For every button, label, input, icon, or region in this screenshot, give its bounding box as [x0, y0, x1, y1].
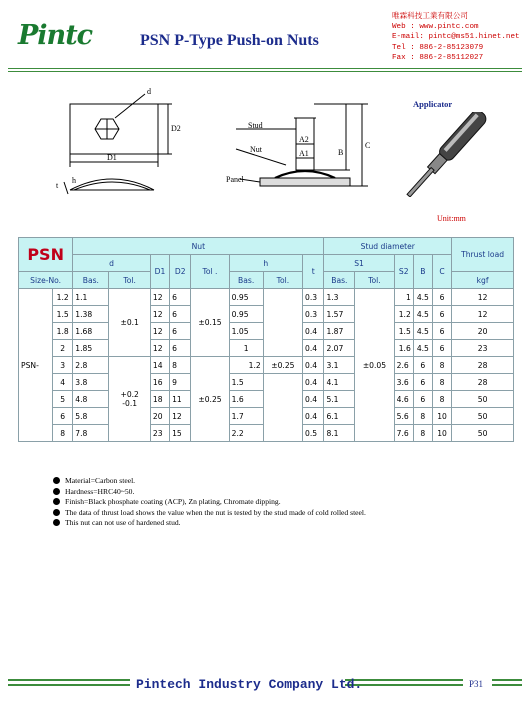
cell-b: 6	[413, 374, 432, 391]
cell-size: 1.8	[53, 323, 73, 340]
cell-h: 1.2	[229, 357, 263, 374]
cell-size: 2	[53, 340, 73, 357]
cell-d1: 12	[150, 289, 169, 306]
cell-kgf: 50	[452, 425, 514, 442]
cell-s1: 1.87	[324, 323, 355, 340]
d-tol-group-2	[109, 357, 150, 442]
cell-kgf: 50	[452, 391, 514, 408]
spec-table	[18, 237, 514, 442]
note-item	[53, 497, 366, 508]
cell-kgf: 20	[452, 323, 514, 340]
cell-size: 8	[53, 425, 73, 442]
cell-s1: 1.3	[324, 289, 355, 306]
bullet-icon	[53, 477, 60, 484]
label-panel: Panel	[226, 175, 244, 184]
contact-email[interactable]: E-mail: pintc@ms51.hinet.net	[392, 33, 520, 42]
cell-d2: 9	[170, 374, 191, 391]
cell-c: 8	[432, 357, 451, 374]
cell-c: 8	[432, 374, 451, 391]
cell-s1: 3.1	[324, 357, 355, 374]
s1-header: S1	[324, 255, 394, 272]
tol-group-2: ±0.25	[191, 357, 229, 442]
cell-h: 1.5	[229, 374, 263, 391]
d2-header: D2	[170, 255, 191, 289]
cell-b: 6	[413, 391, 432, 408]
note-item	[53, 476, 366, 487]
cell-t: 0.3	[303, 306, 324, 323]
cell-h: 1.6	[229, 391, 263, 408]
bullet-icon	[53, 488, 60, 495]
label-d2: D2	[171, 124, 181, 133]
cell-d1: 12	[150, 323, 169, 340]
cell-s1: 2.07	[324, 340, 355, 357]
s1-tol-group: ±0.05	[355, 289, 394, 442]
technical-drawing	[50, 82, 380, 212]
c-header: C	[432, 255, 451, 289]
s1-bas-header: Bas.	[324, 272, 355, 289]
footer-line-end	[492, 679, 522, 681]
cell-d2: 15	[170, 425, 191, 442]
cell-d: 7.8	[73, 425, 109, 442]
cell-b: 6	[413, 357, 432, 374]
note-text: Finish=Black phosphate coating (ACP), Zn plating, Chromate dipping.	[65, 497, 281, 507]
cell-c: 6	[432, 306, 451, 323]
label-t: t	[56, 181, 59, 190]
footer-line-left	[8, 679, 130, 681]
cell-h: 1.05	[229, 323, 263, 340]
cell-s2: 7.6	[394, 425, 413, 442]
cell-s2: 5.6	[394, 408, 413, 425]
notes-list	[53, 476, 366, 529]
h-tol-header: Tol.	[263, 272, 302, 289]
cell-size: 3	[53, 357, 73, 374]
footer-line-end-2	[492, 684, 522, 686]
tol-group-1: ±0.15	[191, 289, 229, 357]
cell-kgf: 12	[452, 306, 514, 323]
cell-size: 5	[53, 391, 73, 408]
bullet-icon	[53, 519, 60, 526]
cell-kgf: 28	[452, 374, 514, 391]
label-b: B	[338, 148, 344, 157]
bullet-icon	[53, 498, 60, 505]
cell-s2: 1.2	[394, 306, 413, 323]
h-tol-group-1	[263, 289, 302, 357]
cell-c: 10	[432, 408, 451, 425]
footer-line-right	[345, 679, 463, 681]
cell-t: 0.3	[303, 289, 324, 306]
cell-d1: 16	[150, 374, 169, 391]
header-divider	[8, 68, 522, 69]
cell-d1: 12	[150, 340, 169, 357]
label-stud: Stud	[248, 121, 263, 130]
cell-size: 1.2	[53, 289, 73, 306]
cell-t: 0.4	[303, 340, 324, 357]
d-header: d	[73, 255, 151, 272]
label-nut: Nut	[250, 145, 262, 154]
applicator-label: Applicator	[413, 99, 453, 109]
panel-shape	[260, 178, 350, 186]
cell-d: 1.38	[73, 306, 109, 323]
label-a1: A1	[299, 149, 309, 158]
cell-b: 4.5	[413, 306, 432, 323]
thrust-load-header: Thrust load	[452, 238, 514, 272]
cell-d2: 6	[170, 289, 191, 306]
cell-t: 0.4	[303, 374, 324, 391]
t-header: t	[303, 255, 324, 289]
cell-t: 0.4	[303, 408, 324, 425]
cell-s1: 4.1	[324, 374, 355, 391]
h-tol-value: ±0.25	[263, 357, 302, 374]
cell-kgf: 28	[452, 357, 514, 374]
d-tol-minus: -0.1	[122, 399, 138, 408]
contact-fax: Fax : 886-2-85112027	[392, 53, 484, 62]
note-item	[53, 487, 366, 498]
cell-c: 6	[432, 289, 451, 306]
cell-d2: 6	[170, 306, 191, 323]
cell-d2: 8	[170, 357, 191, 374]
cell-s2: 3.6	[394, 374, 413, 391]
tol-header: Tol .	[191, 255, 229, 289]
cell-kgf: 23	[452, 340, 514, 357]
s2-header: S2	[394, 255, 413, 289]
psn-header: PSN	[19, 238, 73, 272]
cell-s1: 1.57	[324, 306, 355, 323]
label-d1: D1	[107, 153, 117, 162]
cell-d2: 12	[170, 408, 191, 425]
table-row	[19, 357, 514, 374]
note-text: The data of thrust load shows the value when the nut is tested by the stud made of cold rolled steel.	[65, 507, 366, 517]
cell-d: 2.8	[73, 357, 109, 374]
d-tol-header: Tol.	[109, 272, 150, 289]
cell-kgf: 12	[452, 289, 514, 306]
cell-c: 6	[432, 323, 451, 340]
footer-company: Pintech Industry Company Ltd.	[136, 677, 363, 692]
d-tol-plus: +0.2	[120, 390, 139, 399]
cell-s1: 8.1	[324, 425, 355, 442]
cell-t: 0.4	[303, 391, 324, 408]
cell-d: 1.68	[73, 323, 109, 340]
cell-d1: 23	[150, 425, 169, 442]
cell-h: 1	[229, 340, 263, 357]
applicator-drawing	[386, 112, 506, 197]
cell-t: 0.4	[303, 357, 324, 374]
cell-size: 6	[53, 408, 73, 425]
note-text: Material=Carbon steel.	[65, 476, 136, 485]
kgf-header: kgf	[452, 272, 514, 289]
cell-d2: 6	[170, 323, 191, 340]
cell-d2: 11	[170, 391, 191, 408]
h-tol-group-2	[263, 374, 302, 442]
page-number: P31	[469, 679, 484, 689]
cell-d1: 14	[150, 357, 169, 374]
label-a2: A2	[299, 135, 309, 144]
cell-b: 4.5	[413, 340, 432, 357]
unit-label: Unit:mm	[437, 214, 466, 223]
cell-t: 0.5	[303, 425, 324, 442]
cell-s2: 4.6	[394, 391, 413, 408]
cell-d: 3.8	[73, 374, 109, 391]
table-row	[19, 374, 514, 391]
cell-size: 4	[53, 374, 73, 391]
company-logo: Pintc	[18, 20, 93, 51]
cell-kgf: 50	[452, 408, 514, 425]
footer-line-right-2	[345, 684, 463, 686]
note-item	[53, 508, 366, 519]
company-name-chinese: 唯霖科技工業有限公司	[392, 13, 468, 21]
h-header: h	[229, 255, 302, 272]
cell-d: 5.8	[73, 408, 109, 425]
cell-c: 8	[432, 391, 451, 408]
d1-header: D1	[150, 255, 169, 289]
page-title: PSN P-Type Push-on Nuts	[140, 32, 319, 49]
header-divider-2	[8, 71, 522, 72]
cell-s2: 1	[394, 289, 413, 306]
table-row	[19, 289, 514, 306]
cell-d: 4.8	[73, 391, 109, 408]
label-c: C	[365, 141, 371, 150]
cell-c: 6	[432, 340, 451, 357]
size-no-header: Size-No.	[19, 272, 73, 289]
label-h: h	[72, 176, 76, 185]
footer-line-left-2	[8, 684, 130, 686]
cell-d2: 6	[170, 340, 191, 357]
contact-web[interactable]: Web : www.pintc.com	[392, 23, 479, 32]
cell-s2: 2.6	[394, 357, 413, 374]
cell-s1: 5.1	[324, 391, 355, 408]
cell-c: 10	[432, 425, 451, 442]
nut-assembly-shape	[275, 171, 335, 178]
cell-d1: 18	[150, 391, 169, 408]
cell-b: 4.5	[413, 289, 432, 306]
nut-header: Nut	[73, 238, 324, 255]
cell-d: 1.1	[73, 289, 109, 306]
cell-b: 4.5	[413, 323, 432, 340]
cell-d: 1.85	[73, 340, 109, 357]
cell-b: 8	[413, 425, 432, 442]
cell-d1: 12	[150, 306, 169, 323]
cell-t: 0.4	[303, 323, 324, 340]
cell-h: 1.7	[229, 408, 263, 425]
label-d: d	[147, 87, 151, 96]
bullet-icon	[53, 509, 60, 516]
note-text: Hardness=HRC40~50.	[65, 486, 135, 496]
d-tol-group-1: ±0.1	[109, 289, 150, 357]
d-bas-header: Bas.	[73, 272, 109, 289]
nut-side-view	[70, 179, 154, 190]
cell-s2: 1.6	[394, 340, 413, 357]
contact-block	[392, 12, 520, 63]
cell-s2: 1.5	[394, 323, 413, 340]
cell-h: 0.95	[229, 306, 263, 323]
cell-size: 1.5	[53, 306, 73, 323]
contact-tel: Tel : 886-2-85123079	[392, 43, 484, 52]
note-text: This nut can not use of hardened stud.	[65, 518, 181, 528]
cell-h: 2.2	[229, 425, 263, 442]
s1-tol-header: Tol.	[355, 272, 394, 289]
psn-series-label: PSN-	[19, 289, 53, 442]
cell-s1: 6.1	[324, 408, 355, 425]
cell-b: 8	[413, 408, 432, 425]
h-bas-header: Bas.	[229, 272, 263, 289]
stud-diameter-header: Stud diameter	[324, 238, 452, 255]
note-item	[53, 518, 366, 529]
cell-d1: 20	[150, 408, 169, 425]
b-header: B	[413, 255, 432, 289]
cell-h: 0.95	[229, 289, 263, 306]
